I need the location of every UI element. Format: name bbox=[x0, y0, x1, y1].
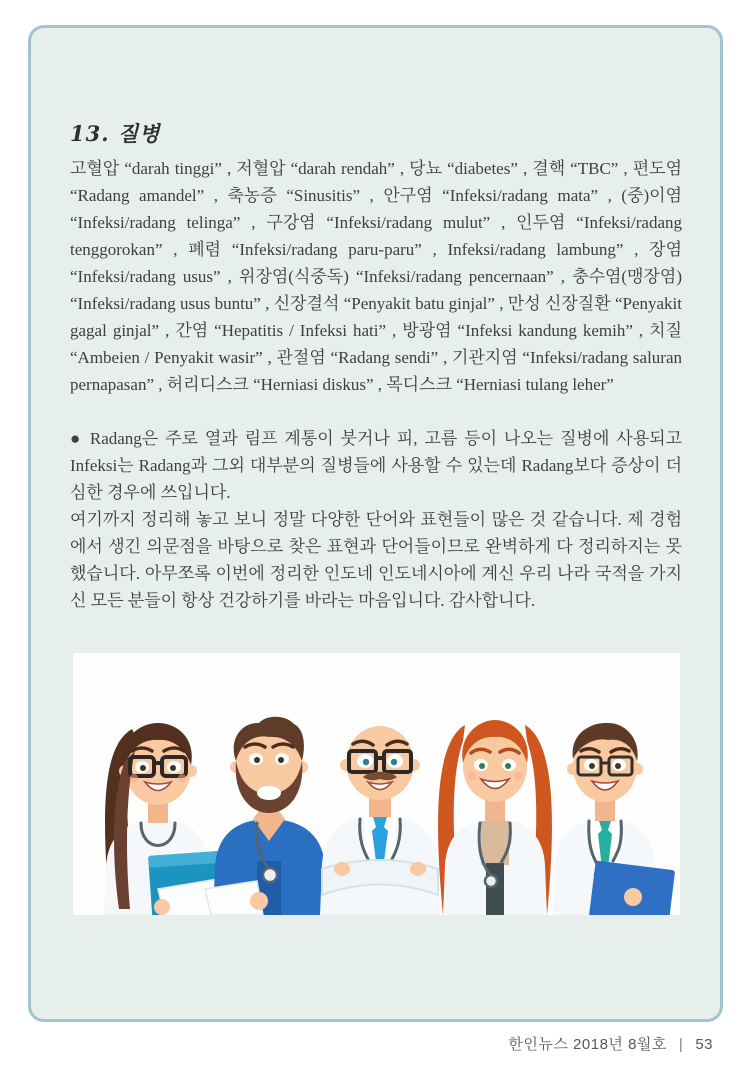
page-footer bbox=[508, 1033, 713, 1054]
usage-note-paragraph: ● Radang은 주로 열과 림프 계통이 붓거나 피, 고름 등이 나오는 질병에 사용되고 Infeksi는 Radang과 그외 대부분의 질병들에 사용할 수 있는데 Radang보다 증상이 더 심한 경우에 쓰입니다. bbox=[70, 429, 682, 502]
closing-paragraph: 여기까지 정리해 놓고 보니 정말 다양한 단어와 표현들이 많은 것 같습니다. 제 경험에서 생긴 의문점을 바탕으로 찾은 표현과 단어들이므로 완벽하게 다 정리하지는 못했습니다. 아무쪼록 이번에 정리한 인도네 인도네시아에 계신 우리 나라 국적을 가지신 모든 분들이 항상 건강하기를 바라는 마음입니다. 감사합니다. bbox=[70, 510, 682, 610]
footer-page-number: 53 bbox=[695, 1036, 713, 1053]
content-panel bbox=[28, 25, 723, 1022]
disease-terms-paragraph: 고혈압 “darah tinggi” , 저혈압 “darah rendah” , 당뇨 “diabetes” , 결핵 “TBC” , 편도염 “Radang amandel” , 축농증 “Sinusitis” , 안구염 “Infeksi/radang mata” , (중)이염 “Infeksi/radang telinga” , 구강염 “Infeksi/radang mulut” , 인두염 “Infeksi/radang tenggorokan” , 폐렴 “Infeksi/radang paru-paru” , Infeksi/radang lambung” , 장염 “Infeksi/radang usus” , 위장염(식중독) “Infeksi/radang pencernaan” , 충수염(맹장염) “Infeksi/radang usus buntu” , 신장결석 “Penyakit batu ginjal” , 만성 신장질환 “Penyakit gagal ginjal” , 간염 “Hepatitis / Infeksi hati” , 방광염 “Infeksi kandung kemih” , 치질 “Ambeien / Penyakit wasir” , 관절염 “Radang sendi” , 기관지염 “Infeksi/radang saluran pernapasan” , 허리디스크 “Herniasi diskus” , 목디스크 “Herniasi tulang leher” bbox=[70, 159, 682, 394]
section-heading: 13. 질병 bbox=[70, 121, 161, 146]
blue-clipboard bbox=[589, 861, 675, 915]
footer-issue: 한인뉴스 2018년 8월호 bbox=[508, 1036, 667, 1053]
footer-separator: | bbox=[678, 1036, 684, 1053]
doctors-illustration bbox=[73, 653, 680, 915]
